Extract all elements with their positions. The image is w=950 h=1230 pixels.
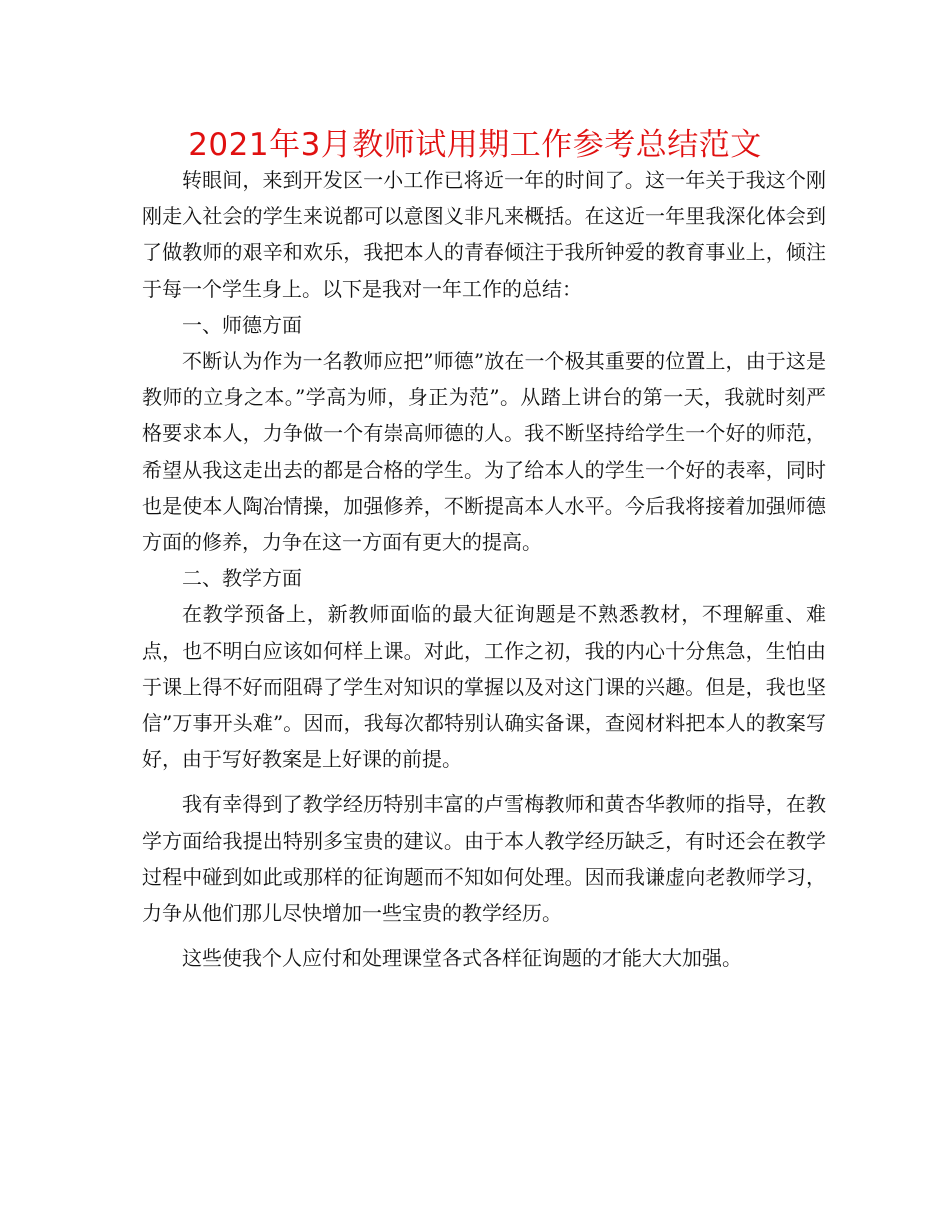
document-title: 2021年3月教师试用期工作参考总结范文 xyxy=(188,127,762,163)
section-heading-ethics: 一、师德方面 xyxy=(182,312,302,337)
paragraph-mentors: 我有幸得到了教学经历特别丰富的卢雪梅教师和黄杏华教师的指导，在教学方面给我提出特别多宝贵的建议。由于本人教学经历缺乏，有时还会在教学过程中碰到如此或那样的征询题而不知如何处理。因而我谦虚向老教师学习，力争从他们那儿尽快增加一些宝贵的教学经历。 xyxy=(142,792,826,926)
paragraph-conclusion: 这些使我个人应付和处理课堂各式各样征询题的才能大大加强。 xyxy=(182,946,742,971)
paragraph-ethics: 不断认为作为一名教师应把”师德”放在一个极其重要的位置上，由于这是教师的立身之本。”学高为师，身正为范”。从踏上讲台的第一天，我就时刻严格要求本人，力争做一个有崇高师德的人。我不断坚持给学生一个好的师范，希望从我这走出去的都是合格的学生。为了给本人的学生一个好的表率，同时也是使本人陶冶情操，加强修养，不断提高本人水平。今后我将接着加强师德方面的修养，力争在这一方面有更大的提高。 xyxy=(142,349,826,555)
section-heading-teaching: 二、教学方面 xyxy=(182,566,302,591)
paragraph-teaching-prep: 在教学预备上，新教师面临的最大征询题是不熟悉教材，不理解重、难点，也不明白应该如何样上课。对此，工作之初，我的内心十分焦急，生怕由于课上得不好而阻碍了学生对知识的掌握以及对这门课的兴趣。但是，我也坚信”万事开头难”。因而，我每次都特别认确实备课，查阅材料把本人的教案写好，由于写好教案是上好课的前提。 xyxy=(142,602,826,772)
paragraph-intro: 转眼间，来到开发区一小工作已将近一年的时间了。这一年关于我这个刚刚走入社会的学生来说都可以意图义非凡来概括。在这近一年里我深化体会到了做教师的艰辛和欢乐，我把本人的青春倾注于我所钟爱的教育事业上，倾注于每一个学生身上。以下是我对一年工作的总结： xyxy=(142,168,826,301)
document-body xyxy=(142,162,826,976)
